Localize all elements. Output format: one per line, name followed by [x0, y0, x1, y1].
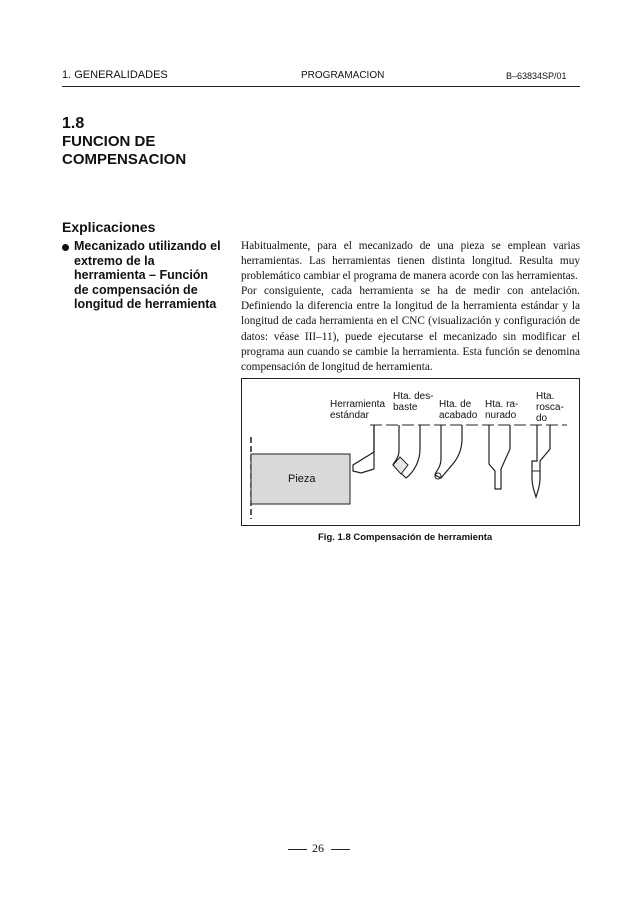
tool-label-line: Hta. de	[439, 399, 472, 410]
header-doc-code: B–63834SP/01	[506, 71, 567, 81]
tool-label-threading	[536, 391, 564, 424]
section-number: 1.8	[62, 115, 85, 132]
footer-rule-right	[331, 849, 350, 850]
workpiece-label: Pieza	[288, 473, 316, 485]
tool-label-finishing	[439, 399, 477, 421]
body-paragraph: Por consiguiente, cada herramienta se ha de medir con antelación. Definiendo la diferencia entre la longitud de la herramienta estándar y la longitud de cada herramienta en el CNC (visualización y configuración de datos: véase III–11), puede ejecutarse el mecanizado sin modificar el programa aun cuando se cambie la herramienta. Esta función se denomina compensación de longitud de herramienta.	[241, 285, 580, 373]
tool-label-line: Hta.	[536, 391, 555, 402]
tool-label-line: Hta. ra-	[485, 399, 519, 410]
roughing-tool-insert	[393, 457, 408, 474]
tool-label-line: do	[536, 413, 548, 424]
tool-label-line: baste	[393, 402, 418, 413]
header-rule	[62, 86, 580, 87]
tool-label-line: estándar	[330, 410, 369, 421]
header-chapter: 1. GENERALIDADES	[62, 69, 168, 81]
bullet-heading-line: herramienta – Función	[74, 268, 209, 282]
figure-tool-compensation	[241, 378, 580, 526]
body-paragraph: Habitualmente, para el mecanizado de una pieza se emplean varias herramientas. Las herramientas tienen distinta longitud. Resulta muy problemático cambiar el programa de manera acorde con las herramientas.	[241, 240, 580, 283]
tool-label-line: nurado	[485, 410, 517, 421]
section-title	[62, 133, 186, 169]
bullet-heading-line: Mecanizado utilizando el	[74, 239, 221, 253]
tool-label-roughing	[393, 391, 434, 413]
tool-label-line: rosca-	[536, 402, 564, 413]
tool-label-standard	[330, 399, 385, 421]
standard-tool-shape	[353, 425, 374, 473]
tool-label-grooving	[485, 399, 518, 421]
footer-rule-left	[288, 849, 307, 850]
threading-tool-shape	[532, 425, 550, 497]
section-title-line: COMPENSACION	[62, 151, 187, 168]
tool-label-line: Herramienta	[330, 399, 386, 410]
finishing-tool-shape	[435, 425, 462, 478]
figure-caption: Fig. 1.8 Compensación de herramienta	[318, 532, 493, 543]
body-text	[241, 239, 580, 375]
bullet-icon	[62, 244, 69, 251]
grooving-tool-shape	[489, 425, 510, 489]
bullet-heading-line: longitud de herramienta	[74, 297, 217, 311]
tool-label-line: acabado	[439, 410, 478, 421]
explanations-heading: Explicaciones	[62, 219, 156, 235]
bullet-heading	[74, 239, 224, 312]
bullet-heading-line: extremo de la	[74, 253, 155, 268]
header-title: PROGRAMACION	[301, 70, 385, 81]
tool-label-line: Hta. des-	[393, 391, 434, 402]
page-number: 26	[312, 841, 324, 855]
section-title-line: FUNCION DE	[62, 133, 156, 150]
page-footer	[288, 841, 350, 855]
bullet-heading-line: de compensación de	[74, 282, 198, 297]
